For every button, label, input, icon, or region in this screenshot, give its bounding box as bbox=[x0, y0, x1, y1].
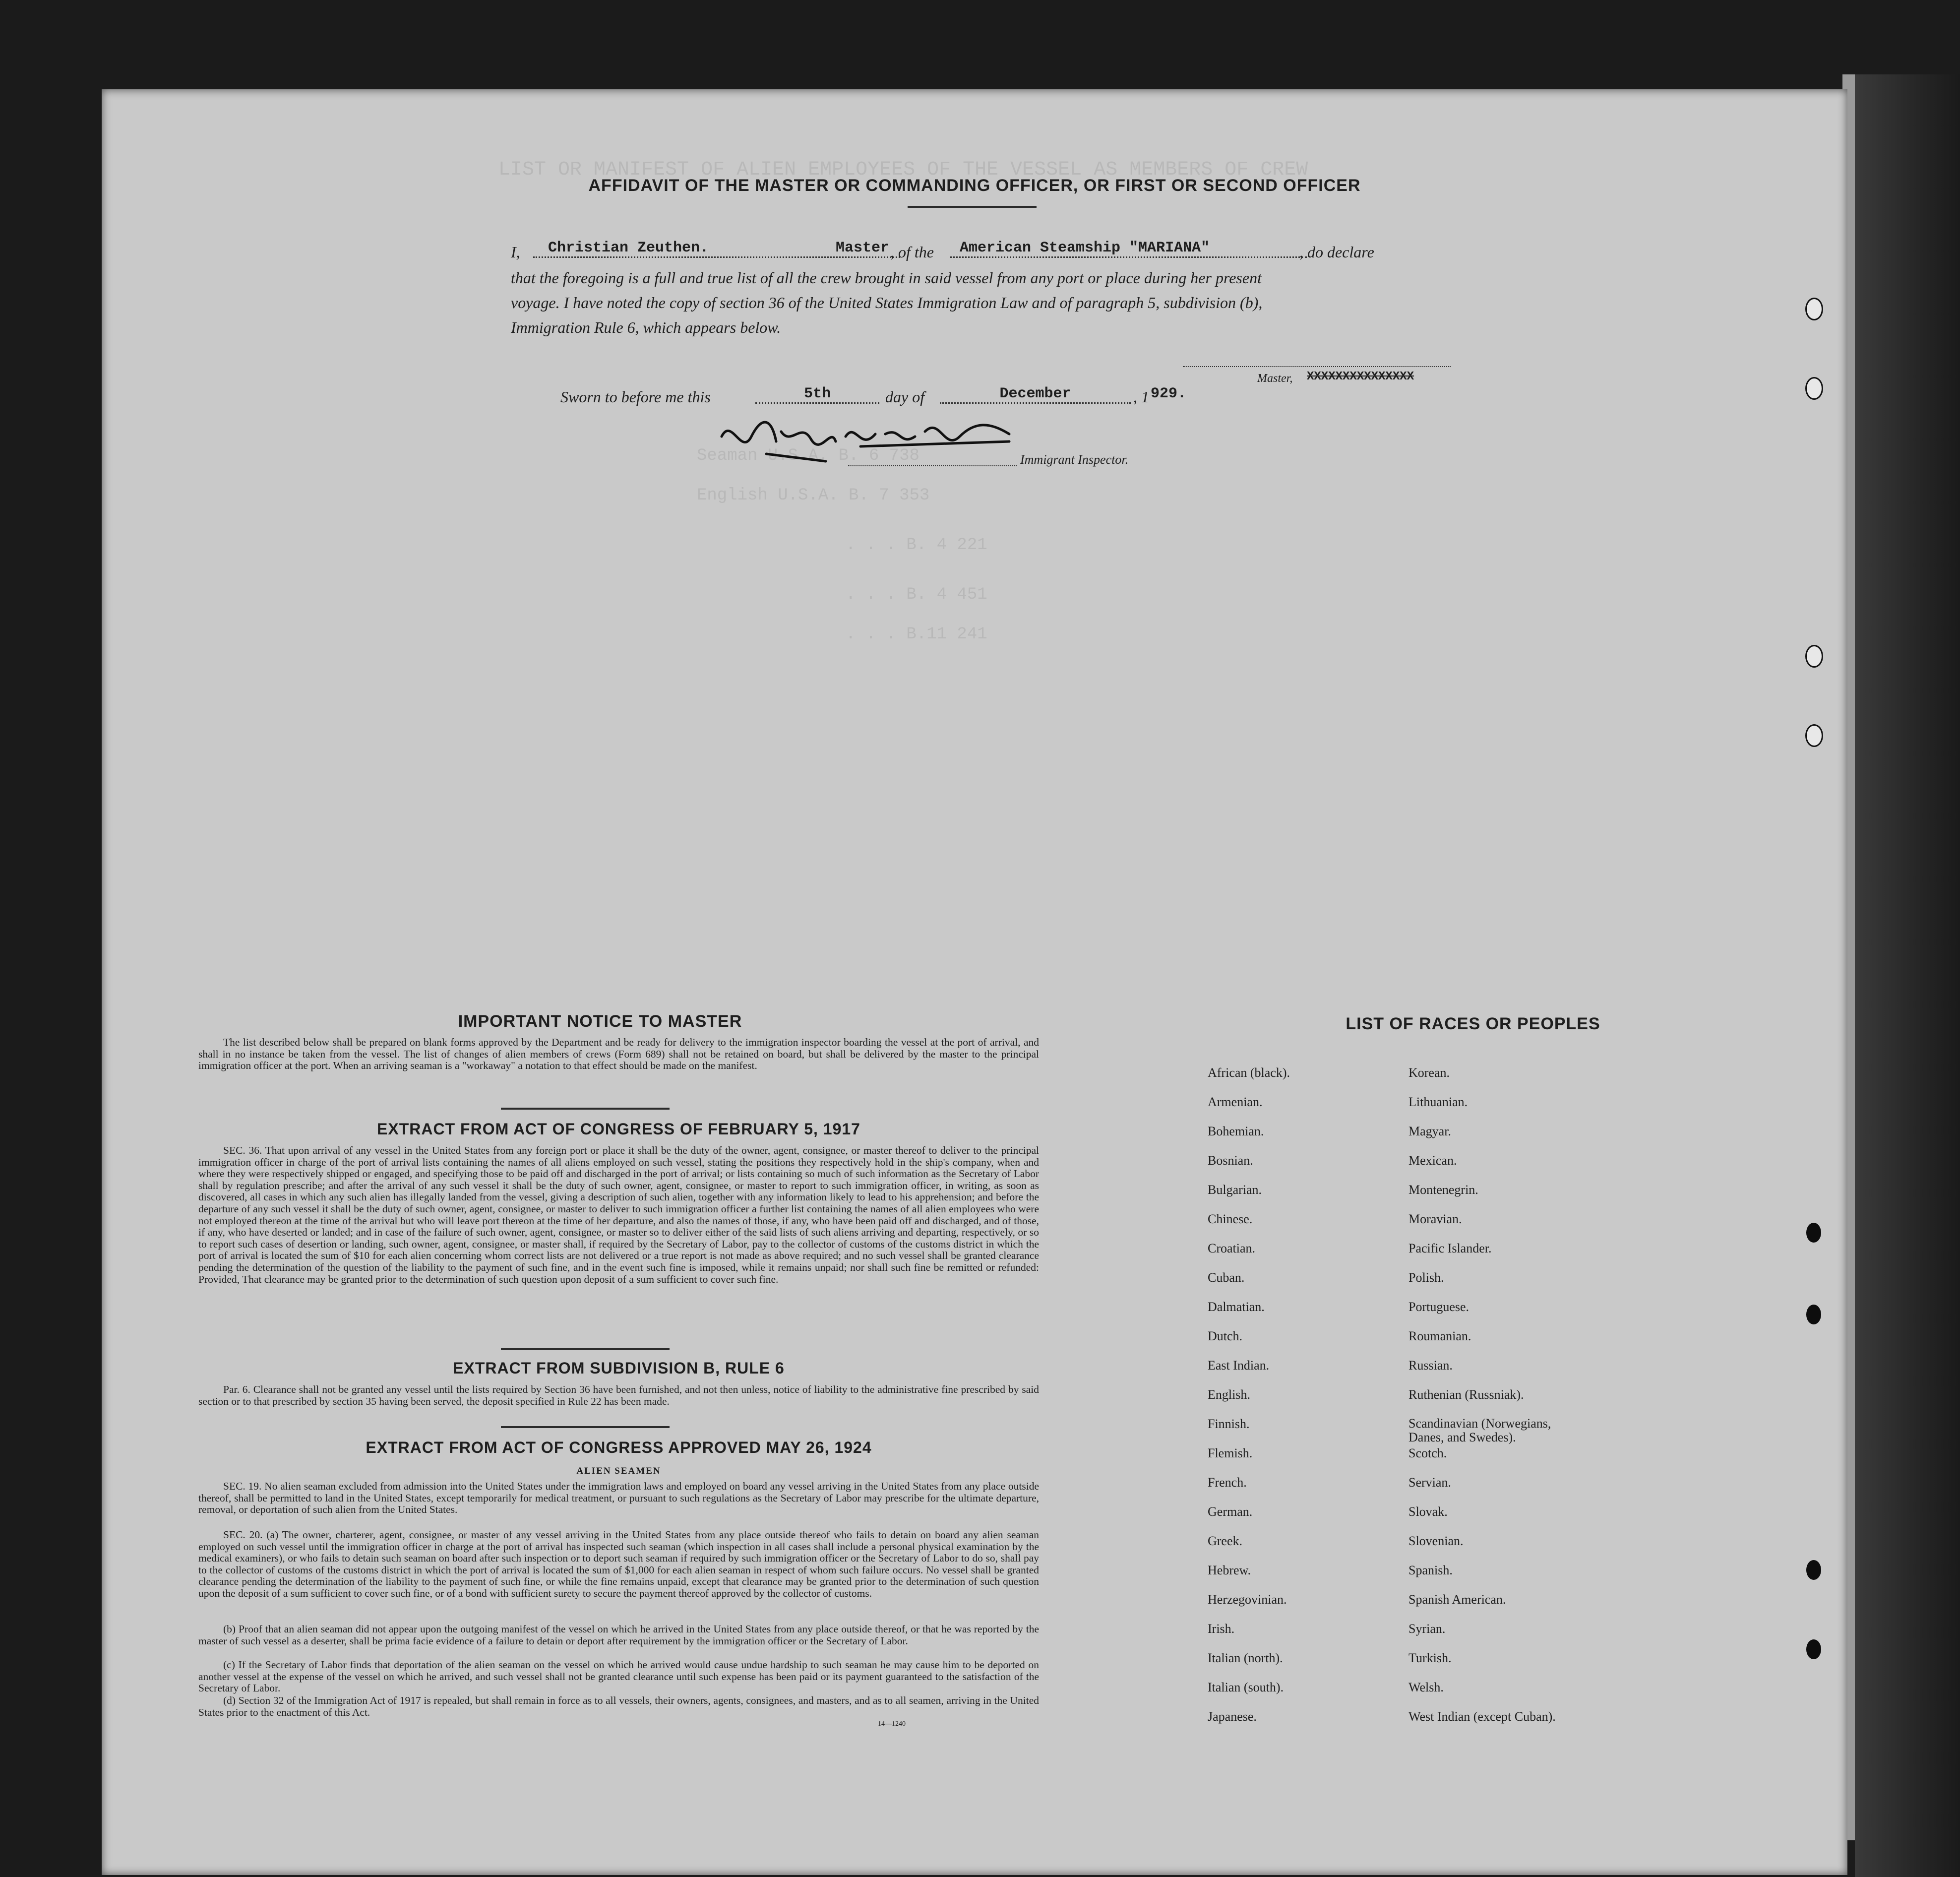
sec19-text: SEC. 19. No alien seaman excluded from admission into the United States under the immigration laws and employed on board any vessel arriving in the United States from any place outside thereof, shall be permitted to land in the United States, except temporarily for medical treatment, or pursuant to such regulations as the Secretary of Labor may prescribe for the ultimate departure, removal, or deportation of such alien from the United States. bbox=[198, 1480, 1039, 1516]
race-item: Bulgarian. bbox=[1208, 1183, 1262, 1197]
race-item: Cuban. bbox=[1208, 1270, 1245, 1285]
form-number: 14—1240 bbox=[878, 1720, 906, 1728]
sworn-month-field: December bbox=[940, 385, 1131, 404]
punch-hole bbox=[1806, 1305, 1821, 1324]
race-item: Croatian. bbox=[1208, 1241, 1256, 1255]
scan-background bbox=[1855, 74, 1960, 1877]
race-item: Japanese. bbox=[1208, 1709, 1257, 1724]
race-item: Scandinavian (Norwegians, Danes, and Swedes). bbox=[1409, 1416, 1551, 1444]
race-item: Italian (south). bbox=[1208, 1680, 1284, 1694]
affidavit-title: AFFIDAVIT OF THE MASTER OR COMMANDING OFFICER, OR FIRST OR SECOND OFFICER bbox=[588, 176, 1361, 195]
struck-title: XXXXXXXXXXXXXXX bbox=[1307, 370, 1414, 383]
race-item: Portuguese. bbox=[1409, 1300, 1470, 1314]
race-item: Bohemian. bbox=[1208, 1124, 1264, 1138]
race-item: Bosnian. bbox=[1208, 1153, 1253, 1168]
sworn-label: Sworn to before me this bbox=[560, 388, 711, 406]
inspector-line bbox=[848, 465, 1017, 466]
punch-hole bbox=[1806, 1639, 1821, 1659]
vessel-field: American Steamship "MARIANA" bbox=[950, 240, 1307, 258]
race-item: Pacific Islander. bbox=[1409, 1241, 1492, 1255]
race-item: West Indian (except Cuban). bbox=[1409, 1709, 1556, 1724]
punch-hole bbox=[1805, 645, 1823, 668]
race-item: Dalmatian. bbox=[1208, 1300, 1265, 1314]
bleed-through-text: . . . B.11 241 bbox=[846, 625, 987, 644]
sworn-day-field: 5th bbox=[755, 385, 879, 404]
race-item: Italian (north). bbox=[1208, 1651, 1283, 1665]
race-item: East Indian. bbox=[1208, 1358, 1270, 1373]
affidavit-line-4: Immigration Rule 6, which appears below. bbox=[511, 318, 781, 336]
race-item: Herzegovinian. bbox=[1208, 1592, 1287, 1607]
punch-hole bbox=[1805, 724, 1823, 747]
punch-hole bbox=[1805, 298, 1823, 320]
day-of-label: day of bbox=[885, 388, 925, 406]
race-item: Greek. bbox=[1208, 1534, 1243, 1548]
sec20d-text: (d) Section 32 of the Immigration Act of 1917 is repealed, but shall remain in force as to all vessels, their owners, agents, consignees, and masters, and as to all seamen, arriving in the United States prior to the enactment of this Act. bbox=[198, 1694, 1039, 1718]
race-item: Moravian. bbox=[1409, 1212, 1462, 1226]
extract-rule6-text: Par. 6. Clearance shall not be granted any vessel until the lists required by Section 36 have been furnished, and not then unless, notice of liability to the administrative fine prescribed by said section or to that prescribed by section 35 having been served, the deposit specified in Rule 22 has been made. bbox=[198, 1383, 1039, 1407]
race-item: Russian. bbox=[1409, 1358, 1453, 1373]
race-item: Korean. bbox=[1409, 1065, 1450, 1080]
affidavit-line-3: voyage. I have noted the copy of section 36 of the United States Immigration Law and of paragraph 5, subdivision (b), bbox=[511, 294, 1263, 312]
section-rule bbox=[501, 1348, 670, 1350]
affidavit-line-2: that the foregoing is a full and true list of all the crew brought in said vessel from any port or place during her present bbox=[511, 269, 1262, 287]
bleed-through-text: . . . B. 4 451 bbox=[846, 585, 987, 604]
race-item: African (black). bbox=[1208, 1065, 1290, 1080]
race-item: Irish. bbox=[1208, 1622, 1235, 1636]
race-item: Syrian. bbox=[1409, 1622, 1446, 1636]
inspector-signature bbox=[712, 407, 1029, 471]
race-item: Magyar. bbox=[1409, 1124, 1451, 1138]
race-item: Dutch. bbox=[1208, 1329, 1243, 1343]
year-prefix: , 1 bbox=[1133, 388, 1149, 406]
race-item: Polish. bbox=[1409, 1270, 1444, 1285]
section-rule bbox=[501, 1108, 670, 1110]
sec20c-text: (c) If the Secretary of Labor finds that deportation of the alien seaman on the vessel on which he arrived would cause undue hardship to such seaman he may cause him to be deported on another vessel at the expense of the vessel on which he arrived, and such vessel shall not be granted clearance until such expense has been paid or its payment guaranteed to the satisfaction of the Secretary of Labor. bbox=[198, 1659, 1039, 1694]
extract-1917-title: EXTRACT FROM ACT OF CONGRESS OF FEBRUARY 5, 1917 bbox=[377, 1120, 860, 1138]
title-rule bbox=[908, 206, 1037, 208]
race-item: Slovak. bbox=[1409, 1504, 1448, 1519]
race-item: Armenian. bbox=[1208, 1095, 1263, 1109]
race-item: Mexican. bbox=[1409, 1153, 1457, 1168]
rank-field: Master bbox=[836, 240, 890, 256]
affidavit-i-label: I, bbox=[511, 243, 520, 261]
extract-rule6-title: EXTRACT FROM SUBDIVISION B, RULE 6 bbox=[453, 1359, 785, 1377]
document-page bbox=[102, 89, 1847, 1875]
race-item: Servian. bbox=[1409, 1475, 1451, 1490]
master-name-field: Christian Zeuthen. bbox=[533, 240, 900, 258]
race-item: Finnish. bbox=[1208, 1417, 1250, 1431]
race-item: Montenegrin. bbox=[1409, 1183, 1478, 1197]
race-item: Spanish. bbox=[1409, 1563, 1453, 1577]
sec20a-text: SEC. 20. (a) The owner, charterer, agent, consignee, or master of any vessel arriving in the United States from any place outside thereof who fails to detain on board any alien seaman employed on such vessel until the immigration officer in charge at the port of arrival has inspected such seaman (which inspection in all cases shall include a personal physical examination by the medical examiners), or who fails to detain such seaman on board after such inspection or to deport such seaman if required by such immigration officer or the Secretary of Labor to do so, shall pay to the collector of customs of the customs district in which the port of arrival is located the sum of $1,000 for each alien seaman in respect of whom such failure occurs. No vessel shall be granted clearance pending the determination of the liability to the payment of such fine, or while the fine remains unpaid, except that clearance may be granted prior to the determination of such question upon the deposit of a sum sufficient to cover such fine, or of a bond with sufficient surety to secure the payment thereof approved by the collector of customs. bbox=[198, 1529, 1039, 1599]
race-item: Flemish. bbox=[1208, 1446, 1253, 1460]
of-the-label: , of the bbox=[890, 243, 934, 261]
race-item: Welsh. bbox=[1409, 1680, 1444, 1694]
bleed-through-text: LIST OR MANIFEST OF ALIEN EMPLOYEES OF THE VESSEL AS MEMBERS OF CREW bbox=[498, 159, 1308, 181]
extract-1924-subtitle: ALIEN SEAMEN bbox=[576, 1466, 661, 1476]
punch-hole bbox=[1806, 1223, 1821, 1243]
extract-1917-text: SEC. 36. That upon arrival of any vessel in the United States from any foreign port or place it shall be the duty of the owner, agent, consignee, or master thereof to deliver to the principal immigration officer in charge of the port of arrival lists containing the names of all aliens employed on such vessel, stating the positions they respectively hold in the ship's company, when and where they were respectively shipped or engaged, and specifying those to be paid off and discharged in the port of arrival; or lists containing so much of such information as the Secretary of Labor shall by regulation prescribe; and after the arrival of any such vessel it shall be the duty of such owner, agent, consignee, or master to report to such immigration officer, in writing, as soon as discovered, all cases in which any such alien has illegally landed from the vessel, giving a description of such alien, together with any information likely to lead to his apprehension; and before the departure of any such vessel it shall be the duty of such owner, agent, consignee, or master to deliver to such immigration officer a further list containing the names of all alien employees who were not employed thereon at the time of the arrival but who will leave port thereon at the time of her departure, and also the names of those, if any, who have been paid off and discharged, and of those, if any, who have deserted or landed; and in case of the failure of such owner, agent, consignee, or master so to deliver either of the said lists of such aliens arriving and departing, respectively, or so to report such cases of desertion or landing, such owner, agent, consignee, or master shall, if required by the Secretary of Labor, pay to the collector of customs of the customs district in which the port of arrival is located the sum of $10 for each alien concerning whom correct lists are not delivered or a true report is not made as above required; and no such vessel shall be granted clearance pending the determination of the question of the liability to the payment of such fine, and in the event such fine is imposed, while it remains unpaid; nor shall such fine be remitted or refunded: Provided, That clearance may be granted prior to the determination of such question upon deposit of a sum sufficient to cover such fine. bbox=[198, 1144, 1039, 1285]
race-item: German. bbox=[1208, 1504, 1253, 1519]
notice-text: The list described below shall be prepared on blank forms approved by the Department and be ready for delivery to the immigration inspector boarding the vessel at the port of arrival, and shall in no instance be taken from the vessel. The list of changes of alien members of crews (Form 689) shall not be retained on board, but shall be delivered by the master to the principal immigration officer at the port. When an arriving seaman is a "workaway" a notation to that effect should be made on the manifest. bbox=[198, 1036, 1039, 1072]
declare-label: , do declare bbox=[1299, 243, 1374, 261]
year-digit: 9 bbox=[1151, 385, 1160, 402]
race-item: Scotch. bbox=[1409, 1446, 1447, 1460]
master-signature-line bbox=[1183, 366, 1451, 367]
bleed-through-text: Seaman U.S.A. B. 6 738 bbox=[697, 446, 919, 465]
race-item: Hebrew. bbox=[1208, 1563, 1251, 1577]
master-signature-label: Master, bbox=[1257, 372, 1293, 385]
race-item: Lithuanian. bbox=[1409, 1095, 1468, 1109]
race-item: French. bbox=[1208, 1475, 1247, 1490]
section-rule bbox=[501, 1426, 670, 1428]
races-title: LIST OF RACES OR PEOPLES bbox=[1346, 1014, 1600, 1033]
race-item: Chinese. bbox=[1208, 1212, 1253, 1226]
punch-hole bbox=[1805, 377, 1823, 400]
bleed-through-text: English U.S.A. B. 7 353 bbox=[697, 486, 930, 505]
year-suffix: 29. bbox=[1160, 385, 1187, 402]
notice-title: IMPORTANT NOTICE TO MASTER bbox=[458, 1012, 742, 1031]
extract-1924-title: EXTRACT FROM ACT OF CONGRESS APPROVED MAY 26, 1924 bbox=[366, 1439, 872, 1456]
inspector-label: Immigrant Inspector. bbox=[1020, 452, 1129, 467]
punch-hole bbox=[1806, 1560, 1821, 1580]
race-item: Turkish. bbox=[1409, 1651, 1452, 1665]
bleed-through-text: . . . B. 4 221 bbox=[846, 536, 987, 555]
race-item: Ruthenian (Russniak). bbox=[1409, 1387, 1524, 1402]
sec20b-text: (b) Proof that an alien seaman did not appear upon the outgoing manifest of the vessel on which he arrived in the United States from any place outside thereof, or that he was reported by the master of such vessel as a deserter, shall be prima facie evidence of a failure to detain or deport after requirement by the immigration officer or the Secretary of Labor. bbox=[198, 1623, 1039, 1647]
race-item: Slovenian. bbox=[1409, 1534, 1464, 1548]
race-item: English. bbox=[1208, 1387, 1250, 1402]
race-item: Spanish American. bbox=[1409, 1592, 1506, 1607]
race-item: Roumanian. bbox=[1409, 1329, 1471, 1343]
year-field bbox=[1151, 385, 1186, 402]
